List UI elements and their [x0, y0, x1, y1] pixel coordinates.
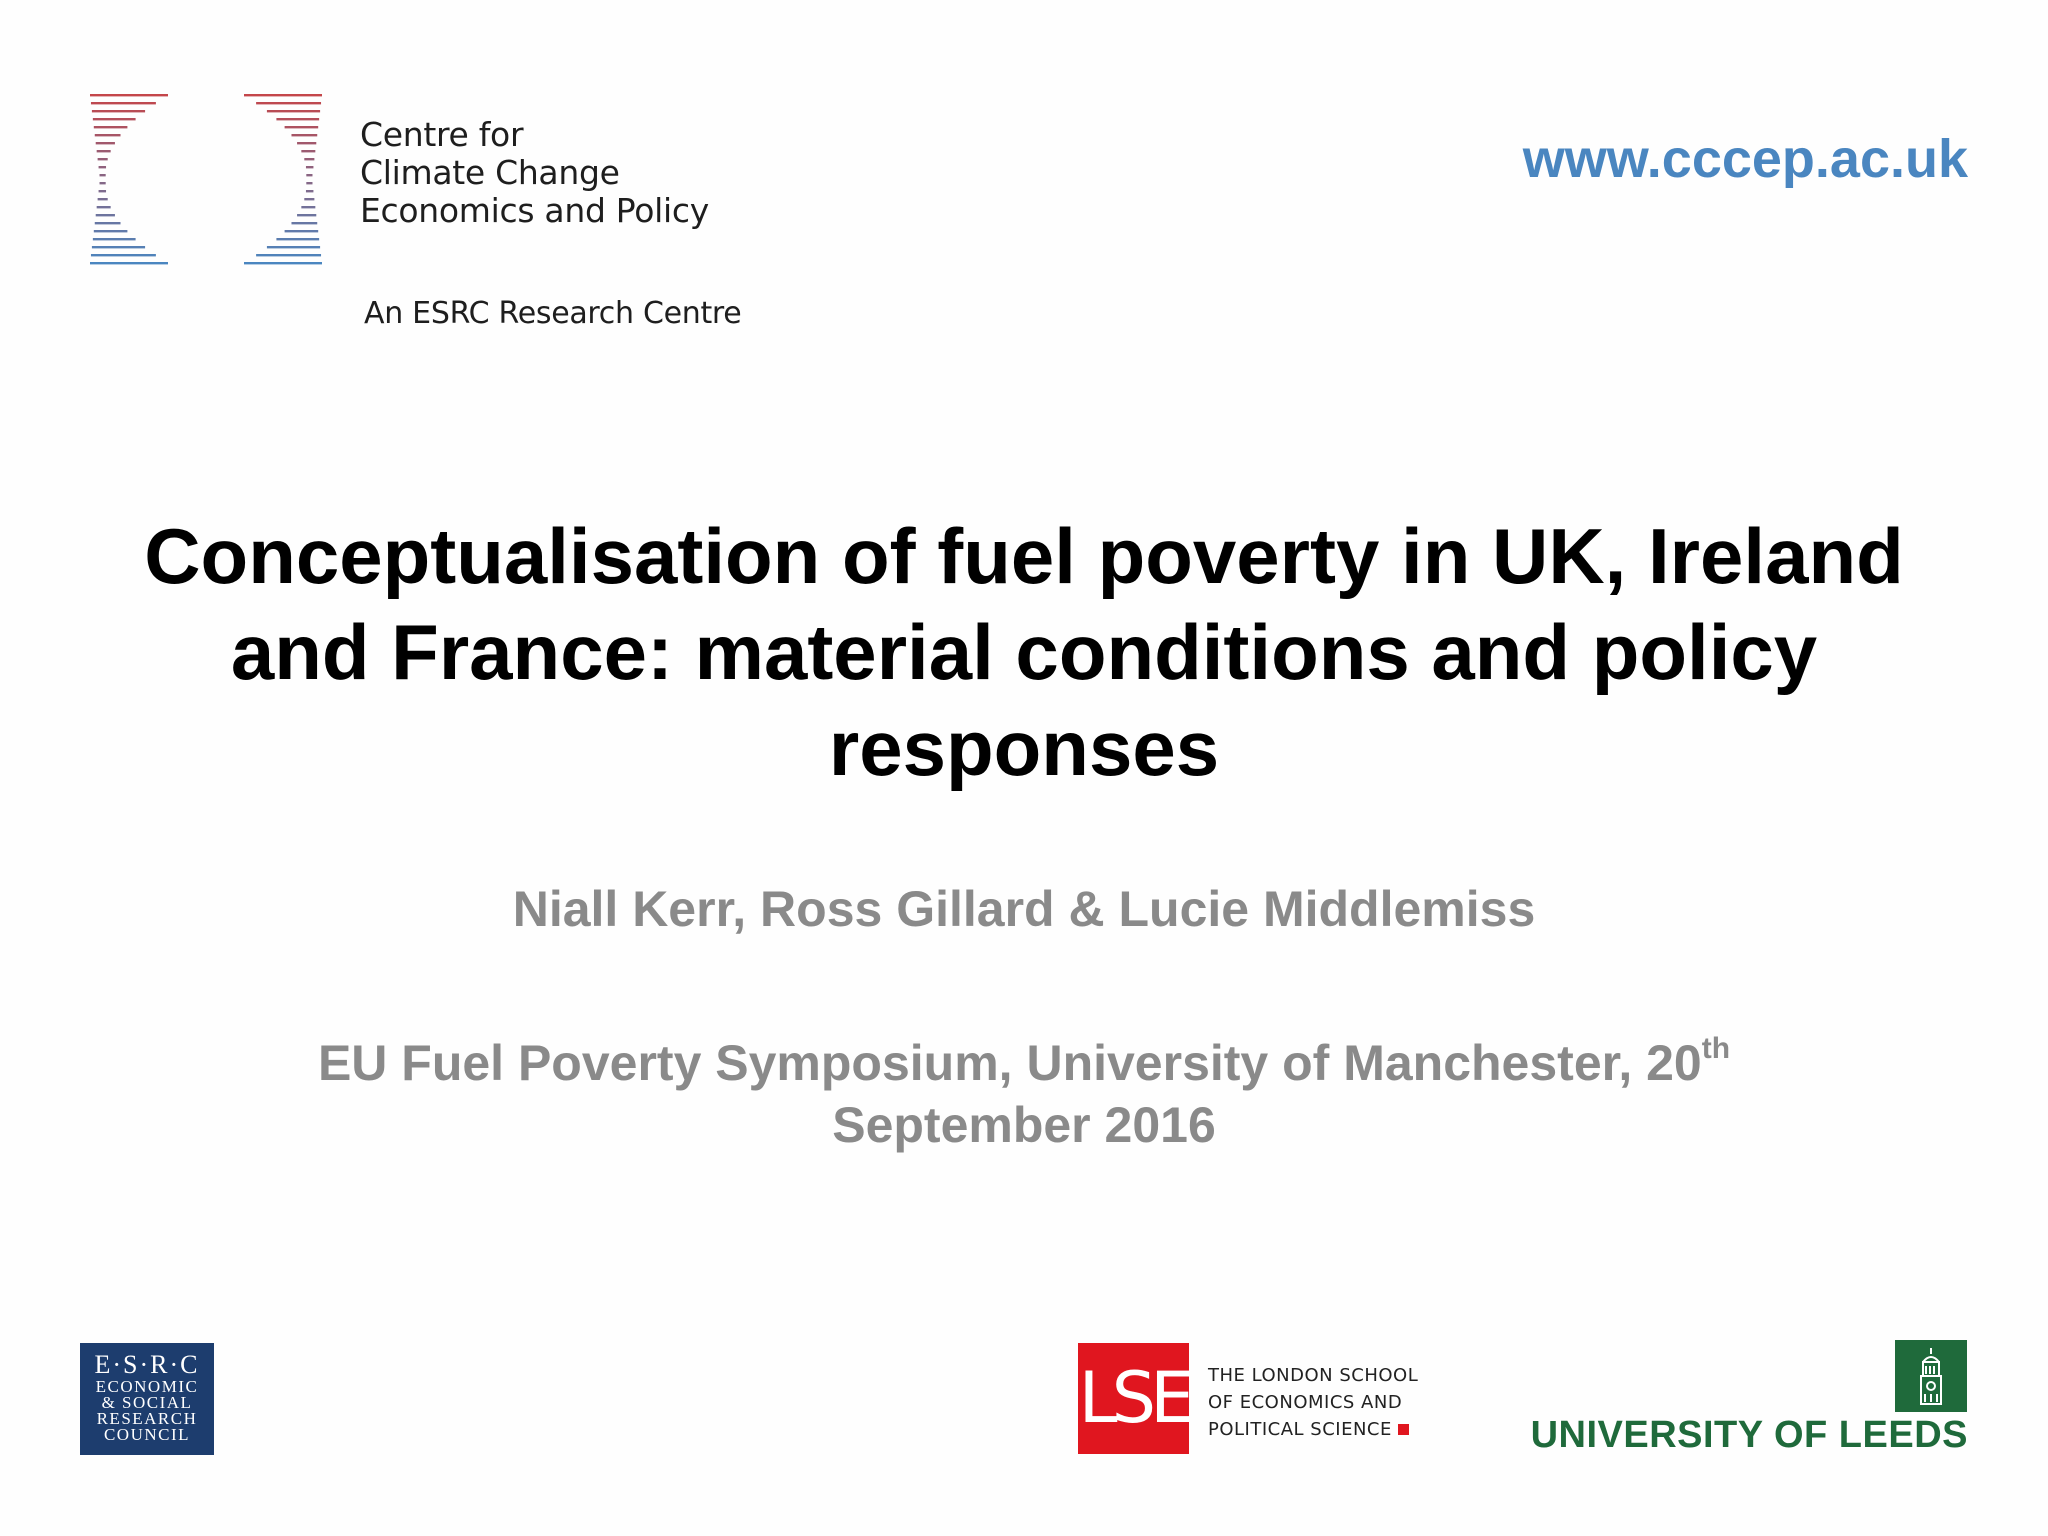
- logo-stripe-right: [276, 118, 319, 120]
- logo-stripe-left: [96, 142, 115, 144]
- logo-stripe-left: [94, 230, 128, 232]
- logo-stripe-left: [95, 222, 121, 224]
- event-day-suffix: th: [1701, 1032, 1731, 1065]
- logo-stripe-right: [291, 222, 317, 224]
- logo-stripe-left: [100, 182, 106, 184]
- esrc-logo-line-5: COUNCIL: [103, 1425, 191, 1444]
- logo-stripe-left: [96, 214, 115, 216]
- leeds-wordmark: UNIVERSITY OF LEEDS: [1530, 1414, 1968, 1456]
- logo-stripe-right: [256, 102, 321, 104]
- logo-stripe-left: [93, 238, 136, 240]
- website-link[interactable]: www.cccep.ac.uk: [1522, 129, 1968, 189]
- org-line-3: Economics and Policy: [360, 191, 709, 230]
- logo-stripe-right: [297, 214, 316, 216]
- logo-stripe-left: [99, 190, 106, 192]
- logo-stripe-left: [97, 150, 111, 152]
- lse-line-1: THE LONDON SCHOOL: [1208, 1365, 1419, 1386]
- logo-stripe-right: [301, 150, 315, 152]
- logo-stripe-left: [93, 118, 136, 120]
- esrc-logo: [80, 1343, 214, 1455]
- logo-stripe-right: [291, 134, 317, 136]
- logo-stripe-right: [306, 182, 312, 184]
- lse-logo-text: [1208, 1362, 1418, 1443]
- logo-stripe-right: [306, 166, 313, 168]
- logo-stripe-right: [256, 254, 321, 256]
- logo-stripe-right: [244, 94, 322, 96]
- logo-stripe-left: [97, 206, 111, 208]
- logo-stripe-right: [285, 230, 319, 232]
- logo-stripe-right: [276, 238, 319, 240]
- lse-line-3: [1208, 1416, 1418, 1443]
- logo-stripe-right: [306, 174, 312, 176]
- slide-title: [100, 508, 1948, 796]
- esrc-logo-line-4: RESEARCH: [96, 1409, 198, 1428]
- logo-stripe-right: [304, 158, 314, 160]
- logo-stripe-right: [297, 142, 316, 144]
- lse-logo-mark: LSE: [1078, 1343, 1189, 1454]
- logo-stripe-right: [306, 190, 313, 192]
- lse-line-3-text: POLITICAL SCIENCE: [1208, 1419, 1392, 1440]
- event-line-2: September 2016: [832, 1097, 1216, 1153]
- logo-stripe-left: [90, 94, 168, 96]
- logo-stripe-left: [90, 262, 168, 264]
- logo-stripe-left: [100, 174, 106, 176]
- event-line-1: [300, 1032, 1748, 1094]
- org-line-1: Centre for: [360, 115, 524, 154]
- logo-stripe-left: [91, 102, 156, 104]
- title-line-1: Conceptualisation of fuel poverty in UK, Ireland: [144, 512, 1904, 600]
- cccep-org-name: [360, 116, 709, 230]
- org-line-2: Climate Change: [360, 153, 620, 192]
- logo-stripe-left: [92, 110, 145, 112]
- title-line-2: and France: material conditions and policy: [230, 608, 1818, 696]
- logo-stripe-left: [92, 246, 145, 248]
- esrc-logo-line-2: ECONOMIC: [95, 1377, 199, 1396]
- logo-stripe-left: [94, 126, 128, 128]
- leeds-tower-icon: [1895, 1340, 1967, 1412]
- logo-stripe-right: [267, 110, 320, 112]
- lse-red-square-icon: [1398, 1424, 1409, 1435]
- logo-stripe-right: [267, 246, 320, 248]
- event-info: [300, 1032, 1748, 1156]
- title-line-3: responses: [828, 704, 1220, 792]
- logo-stripe-left: [91, 254, 156, 256]
- cccep-logo-icon: [88, 92, 324, 268]
- lse-line-2: OF ECONOMICS AND: [1208, 1392, 1403, 1413]
- logo-stripe-left: [99, 166, 106, 168]
- logo-stripe-left: [95, 134, 121, 136]
- logo-stripe-right: [304, 198, 314, 200]
- esrc-logo-line-3: & SOCIAL: [101, 1393, 193, 1412]
- logo-stripe-right: [244, 262, 322, 264]
- authors: Niall Kerr, Ross Gillard & Lucie Middlemiss: [512, 881, 1536, 937]
- logo-stripe-left: [98, 158, 108, 160]
- event-line-1-main: EU Fuel Poverty Symposium, University of Manchester, 20: [317, 1035, 1702, 1091]
- logo-stripe-right: [301, 206, 315, 208]
- esrc-centre-label: An ESRC Research Centre: [364, 296, 742, 331]
- logo-stripe-left: [98, 198, 108, 200]
- esrc-logo-initials: E·S·R·C: [94, 1350, 200, 1379]
- logo-stripe-right: [285, 126, 319, 128]
